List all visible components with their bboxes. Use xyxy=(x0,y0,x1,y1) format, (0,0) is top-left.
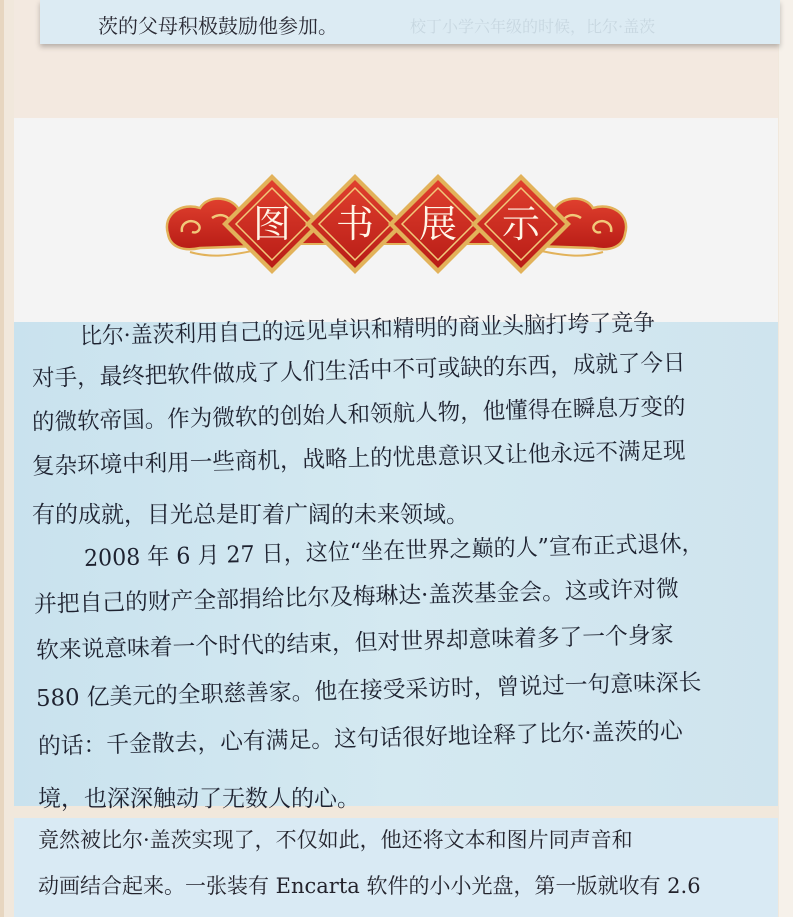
main-excerpt-line-9: 580 亿美元的全职慈善家。他在接受采访时，曾说过一句意味深长 xyxy=(35,669,702,712)
left-edge-stripe xyxy=(0,0,4,917)
top-excerpt-ghost-text: 校丁小学六年级的时候，比尔·盖茨 xyxy=(410,17,656,36)
bottom-excerpt-line-1: 竟然被比尔·盖茨实现了，不仅如此，他还将文本和图片同声音和 xyxy=(38,828,633,852)
main-excerpt-line-6: 2008 年 6 月 27 日，这位“坐在世界之巅的人”宣布正式退休， xyxy=(83,530,704,572)
main-excerpt-line-10: 的话：千金散去，心有满足。这句话很好地诠释了比尔·盖茨的心 xyxy=(37,718,683,760)
top-excerpt-line: 茨的父母积极鼓励他参加。 xyxy=(98,14,338,38)
banner-ornament xyxy=(160,172,633,276)
banner-char-2: 书 xyxy=(335,202,374,246)
main-excerpt-line-11: 境，也深深触动了无数人的心。 xyxy=(38,786,360,812)
top-excerpt-photo xyxy=(40,0,780,44)
banner-char-4: 示 xyxy=(501,202,540,246)
right-edge-stripe xyxy=(779,0,793,917)
top-section xyxy=(14,0,778,118)
main-excerpt-line-2: 对手，最终把软件做成了人们生活中不可或缺的东西，成就了今日 xyxy=(31,350,686,392)
book-display-banner xyxy=(160,172,633,276)
banner-char-3: 展 xyxy=(418,202,457,246)
main-excerpt-photo xyxy=(14,309,778,812)
bottom-excerpt-line-2: 动画结合起来。一张装有 Encarta 软件的小小光盘，第一版就收有 2.6 xyxy=(38,874,701,898)
main-excerpt-line-3: 的微软帝国。作为微软的创始人和领航人物，他懂得在瞬息万变的 xyxy=(31,394,686,436)
main-excerpt-line-1: 比尔·盖茨利用自己的远见卓识和精明的商业头脑打垮了竞争 xyxy=(79,309,656,350)
banner-char-1: 图 xyxy=(252,202,291,246)
bottom-excerpt-photo xyxy=(14,818,778,917)
main-excerpt-line-7: 并把自己的财产全部捐给比尔及梅琳达·盖茨基金会。这或许对微 xyxy=(33,576,679,618)
main-excerpt-line-5: 有的成就，目光总是盯着广阔的未来领域。 xyxy=(32,502,469,528)
main-excerpt-line-4: 复杂环境中利用一些商机，战略上的忧患意识又让他永远不满足现 xyxy=(31,438,686,480)
main-excerpt-line-8: 软来说意味着一个时代的结束，但对世界却意味着多了一个身家 xyxy=(35,622,674,664)
